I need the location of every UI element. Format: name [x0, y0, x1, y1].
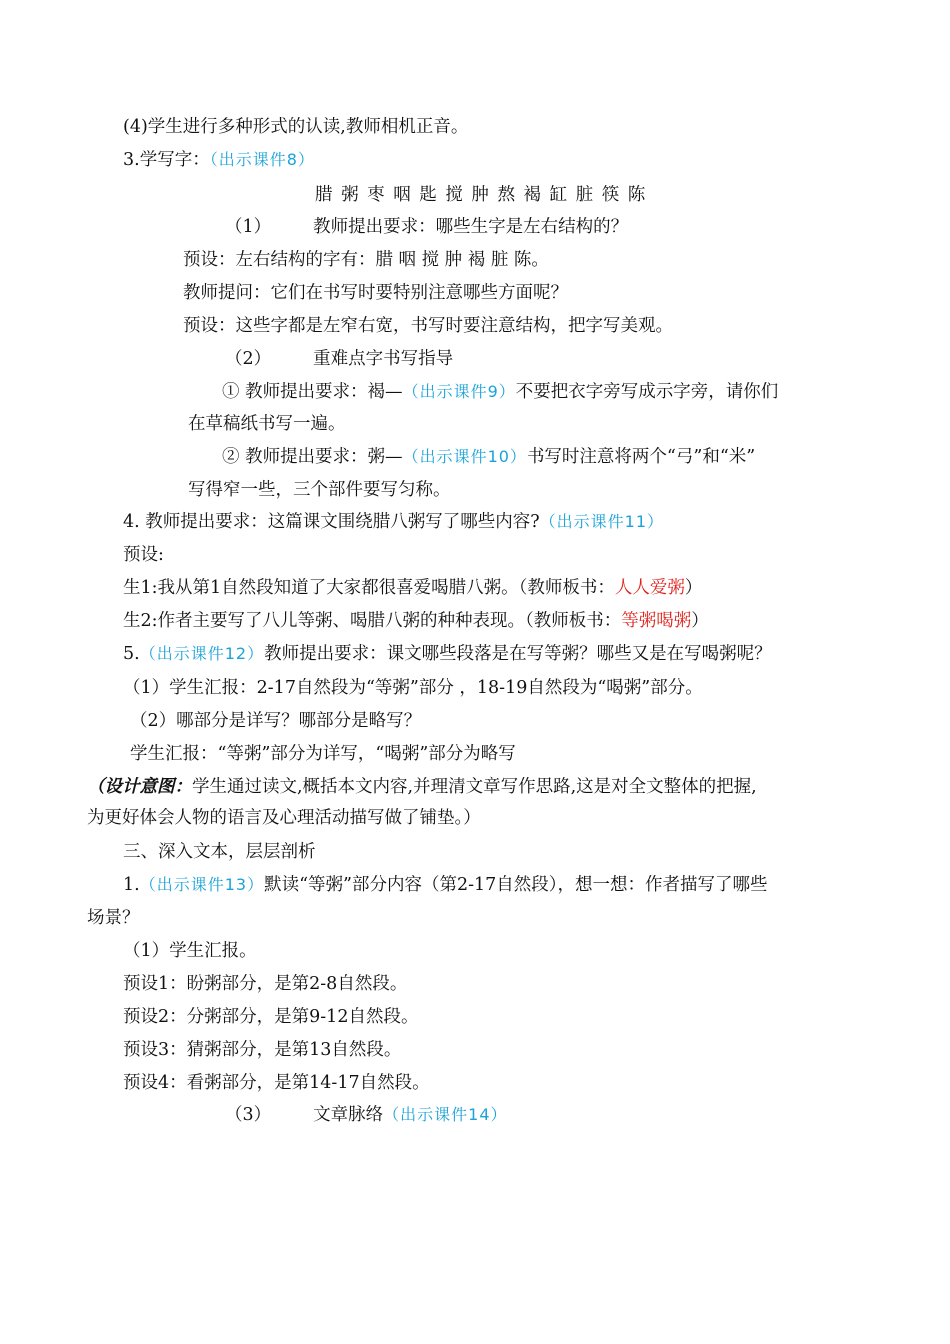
line-recognition-step: (4)学生进行多种形式的认读,教师相机正音。	[123, 117, 469, 137]
section-heading-deep-reading: 三、深入文本，层层剖析	[123, 842, 316, 862]
design-intent-label: （设计意图：	[87, 777, 192, 797]
courseware-ref-8: （出示课件8）	[209, 150, 315, 169]
line-article-outline	[225, 1103, 508, 1127]
line-detail-question: （2）哪部分是详写？哪部分是略写？	[130, 711, 422, 731]
line-zhou-continuation: 写得窄一些，三个部件要写匀称。	[188, 480, 451, 500]
outline-text: 文章脉络	[313, 1105, 384, 1125]
student-2-text: 生2:作者主要写了八儿等粥、喝腊八粥的种种表现。（教师板书：	[123, 611, 622, 631]
line-paragraph-question	[123, 642, 772, 666]
line-silent-reading-cont: 场景？	[87, 908, 140, 928]
line-silent-reading	[123, 873, 768, 897]
courseware-ref-11: （出示课件11）	[539, 512, 665, 531]
line-he-requirement	[222, 380, 778, 404]
board-note-everyone-loves-porridge: 人人爱粥	[614, 578, 685, 598]
list-number: （2）	[225, 349, 272, 369]
list-number: （3）	[225, 1105, 272, 1125]
line-student-1	[123, 576, 702, 600]
courseware-ref-13: （出示课件13）	[139, 875, 265, 894]
line-teacher-question: 教师提问：它们在书写时要特别注意哪些方面呢？	[183, 283, 568, 303]
line-student-report-2: 学生汇报：“等粥”部分为详写，“喝粥”部分为略写	[130, 744, 516, 764]
design-intent-text: 学生通过读文,概括本文内容,并理清文章写作思路,这是对全文整体的把握,	[192, 777, 757, 797]
line-student-2	[123, 609, 709, 633]
line-preset-structure: 预设：这些字都是左窄右宽，书写时要注意结构，把字写美观。	[183, 316, 673, 336]
line-student-report-3: （1）学生汇报。	[123, 941, 257, 961]
list-number: （1）	[225, 217, 272, 237]
student-1-text: 生1:我从第1自然段知道了大家都很喜爱喝腊八粥。（教师板书：	[123, 578, 615, 598]
line-design-intent-cont: 为更好体会人物的语言及心理活动描写做了铺垫。）	[87, 808, 481, 828]
line-zhou-requirement	[222, 445, 755, 469]
line-he-continuation: 在草稿纸书写一遍。	[188, 414, 346, 434]
writing-heading-text: 3.学写字：	[123, 150, 210, 170]
line-character-list: 腊 粥 枣 咽 匙 搅 肿 熬 褐 缸 脏 筷 陈	[315, 185, 647, 205]
line-preset-1: 预设1：盼粥部分，是第2-8自然段。	[123, 974, 408, 994]
requirement-detail: 不要把衣字旁写成示字旁，请你们	[515, 382, 779, 402]
requirement-text: ② 教师提出要求：粥—	[222, 447, 403, 467]
courseware-ref-12: （出示课件12）	[139, 644, 265, 663]
paragraph-question-text: 教师提出要求：课文哪些段落是在写等粥？哪些又是在写喝粥呢？	[264, 644, 772, 664]
line-preset-left-right: 预设：左右结构的字有：腊 咽 搅 肿 褐 脏 陈。	[183, 250, 549, 270]
item-number: 1.	[123, 875, 140, 895]
courseware-ref-9: （出示课件9）	[402, 382, 516, 401]
courseware-ref-14: （出示课件14）	[383, 1105, 508, 1124]
line-left-right-question	[225, 215, 628, 239]
requirement-detail: 书写时注意将两个“弓”和“米”	[526, 447, 756, 467]
close-paren: ）	[684, 578, 703, 598]
courseware-ref-10: （出示课件10）	[402, 447, 527, 466]
requirement-text: ① 教师提出要求：褐—	[222, 382, 403, 402]
line-content-question	[123, 510, 664, 534]
item-number: 5.	[123, 644, 140, 664]
line-design-intent	[87, 775, 757, 799]
line-preset-4: 预设4：看粥部分，是第14-17自然段。	[123, 1073, 430, 1093]
silent-reading-text: 默读“等粥”部分内容（第2-17自然段），想一想：作者描写了哪些	[264, 875, 768, 895]
line-preset-3: 预设3：猜粥部分，是第13自然段。	[123, 1040, 402, 1060]
line-writing-heading	[123, 148, 315, 172]
close-paren: ）	[691, 611, 709, 631]
board-note-wait-drink-porridge: 等粥喝粥	[621, 611, 692, 631]
question-text: 教师提出要求：哪些生字是左右结构的？	[313, 217, 629, 237]
line-preset-2: 预设2：分粥部分，是第9-12自然段。	[123, 1007, 419, 1027]
line-key-guidance	[225, 347, 453, 371]
guidance-text: 重难点字书写指导	[313, 349, 454, 369]
line-student-report-1: （1）学生汇报：2-17自然段为“等粥”部分 ，18-19自然段为“喝粥”部分。	[123, 678, 703, 698]
content-question-text: 4. 教师提出要求：这篇课文围绕腊八粥写了哪些内容?	[123, 512, 540, 532]
line-preset-label: 预设:	[123, 545, 164, 565]
